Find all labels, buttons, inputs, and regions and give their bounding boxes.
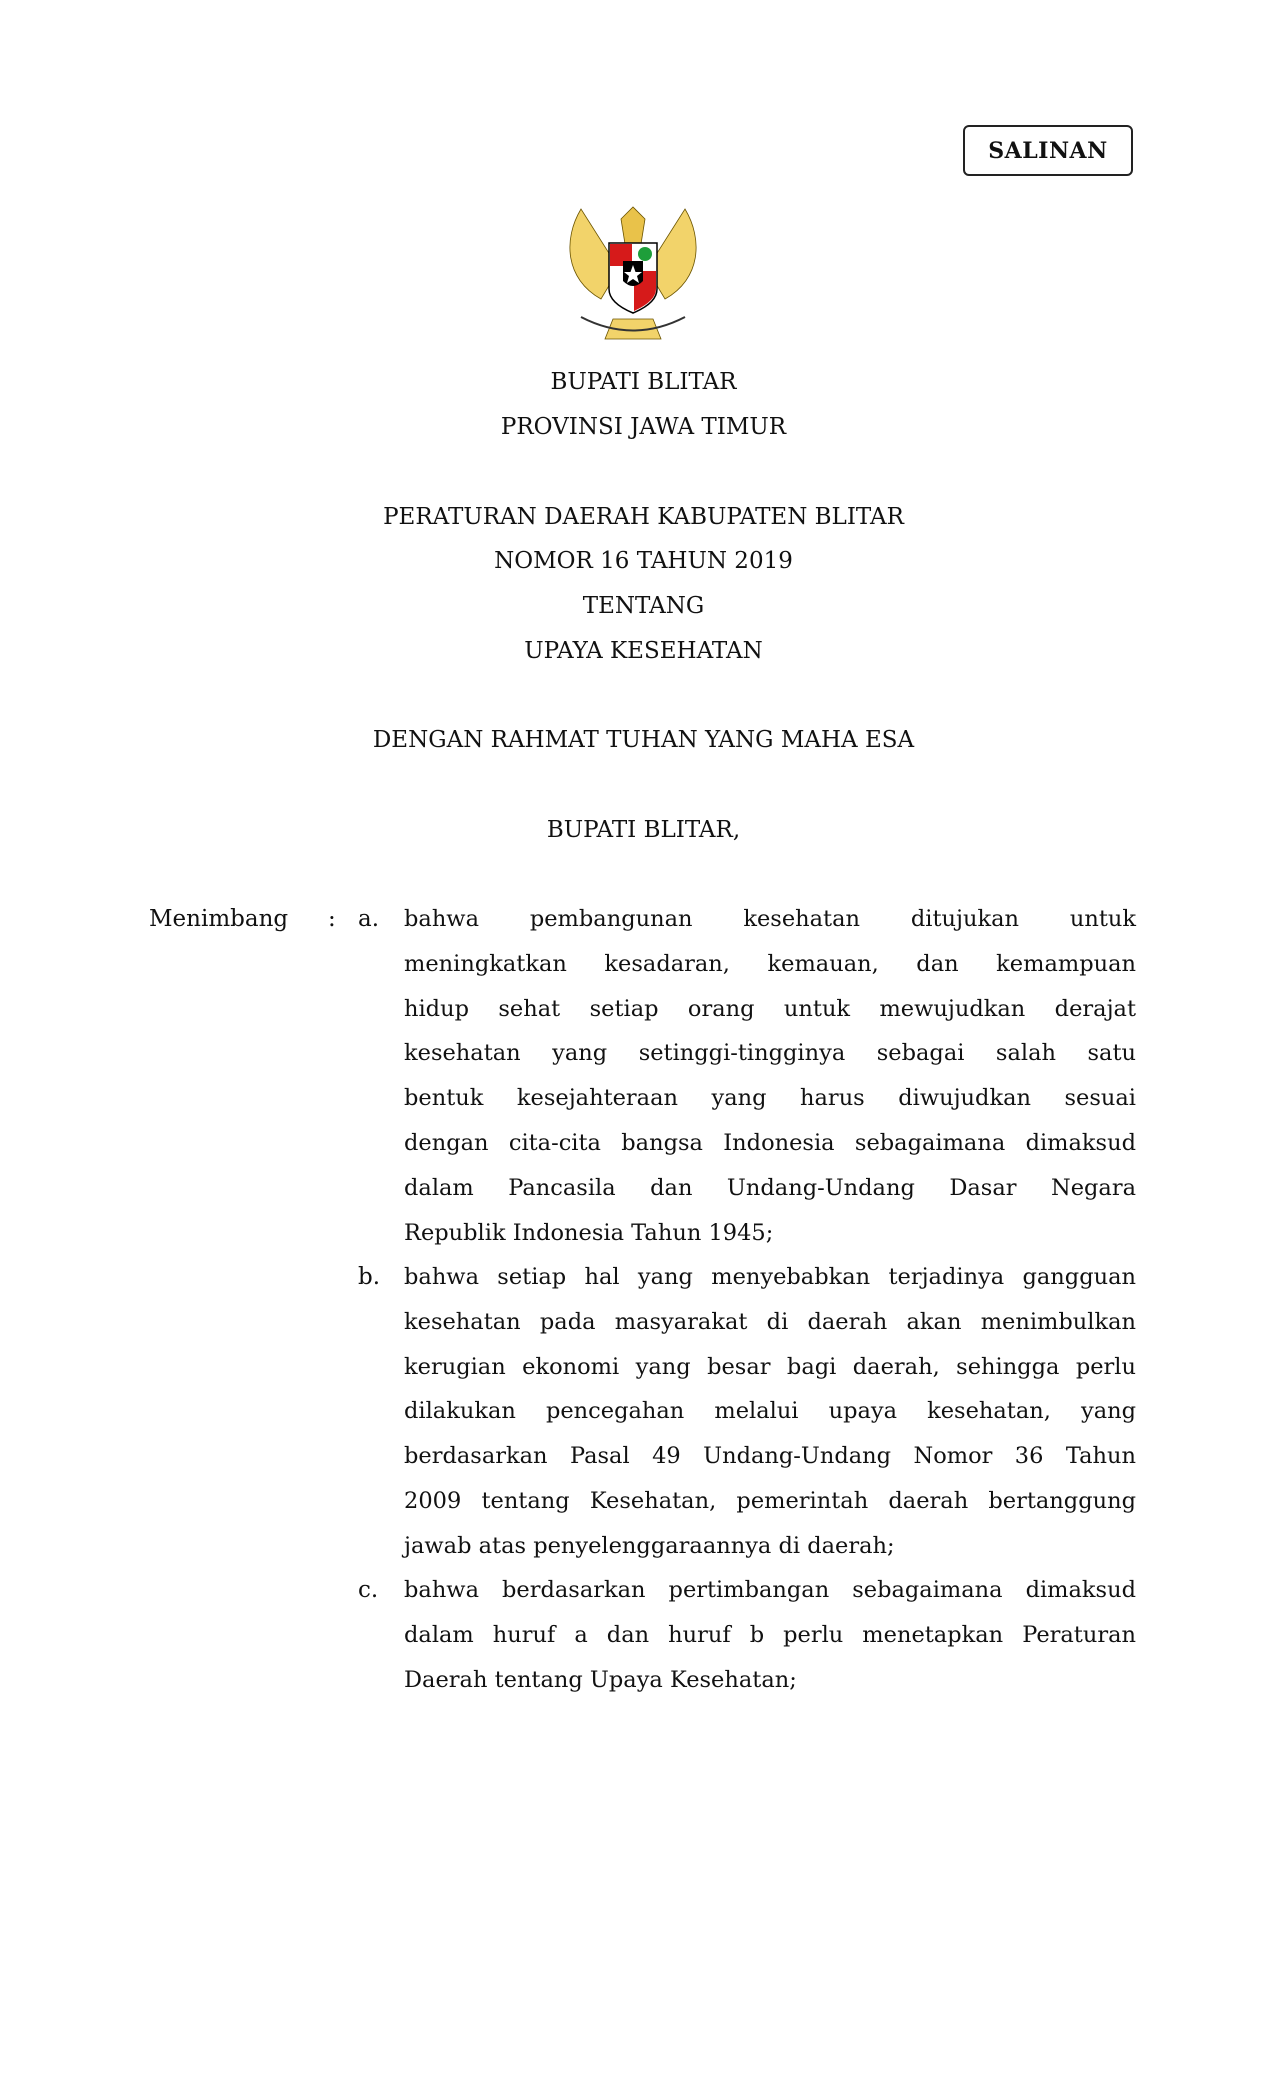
text-line: hidup sehat setiap orang untuk mewujudkan derajat [404,995,1136,1022]
text-line: Daerah tentang Upaya Kesehatan; [404,1666,797,1693]
preamble: DENGAN RAHMAT TUHAN YANG MAHA ESA [372,727,915,753]
text-line: kerugian ekonomi yang besar bagi daerah, sehingga perlu [404,1353,1136,1380]
text-line: dilakukan pencegahan melalui upaya kesehatan, yang [404,1398,1136,1425]
header-regent-title: BUPATI BLITAR [550,369,737,395]
item-marker: b. [358,1264,381,1290]
regulation-subject: UPAYA KESEHATAN [524,638,763,664]
text-line: 2009 tentang Kesehatan, pemerintah daerah bertanggung [404,1487,1136,1514]
text-line: jawab atas penyelenggaraannya di daerah; [404,1532,895,1559]
regulation-tentang: TENTANG [582,593,705,619]
text-line: kesehatan yang setinggi-tingginya sebagai salah satu [404,1040,1136,1067]
menimbang-colon: : [328,906,336,932]
consideration-item [404,897,1136,1255]
header-province: PROVINSI JAWA TIMUR [500,414,787,440]
text-line: kesehatan pada masyarakat di daerah akan menimbulkan [404,1308,1136,1335]
consideration-item [404,1255,1136,1569]
text-line: bahwa berdasarkan pertimbangan sebagaimana dimaksud [404,1577,1136,1603]
text-line: bentuk kesejahteraan yang harus diwujudkan sesuai [404,1085,1136,1112]
text-line: bahwa pembangunan kesehatan ditujukan untuk [404,906,1136,932]
text-line: dalam huruf a dan huruf b perlu menetapkan Peraturan [404,1621,1136,1648]
item-marker: a. [358,906,380,932]
text-line: dengan cita-cita bangsa Indonesia sebagaimana dimaksud [404,1129,1136,1156]
regulation-number: NOMOR 16 TAHUN 2019 [494,548,793,574]
text-line: dalam Pancasila dan Undang-Undang Dasar Negara [404,1174,1136,1201]
garuda-emblem-icon [561,199,705,347]
text-line: Republik Indonesia Tahun 1945; [404,1219,774,1246]
item-marker: c. [358,1577,379,1603]
text-line: meningkatkan kesadaran, kemauan, dan kemampuan [404,950,1136,977]
text-line: bahwa setiap hal yang menyebabkan terjadinya gangguan [404,1264,1136,1290]
salinan-stamp: SALINAN [963,125,1133,176]
menimbang-label: Menimbang [149,906,289,932]
regulation-title: PERATURAN DAERAH KABUPATEN BLITAR [383,504,904,530]
text-line: berdasarkan Pasal 49 Undang-Undang Nomor 36 Tahun [404,1443,1136,1470]
consideration-item [404,1568,1136,1702]
authority: BUPATI BLITAR, [546,817,741,843]
